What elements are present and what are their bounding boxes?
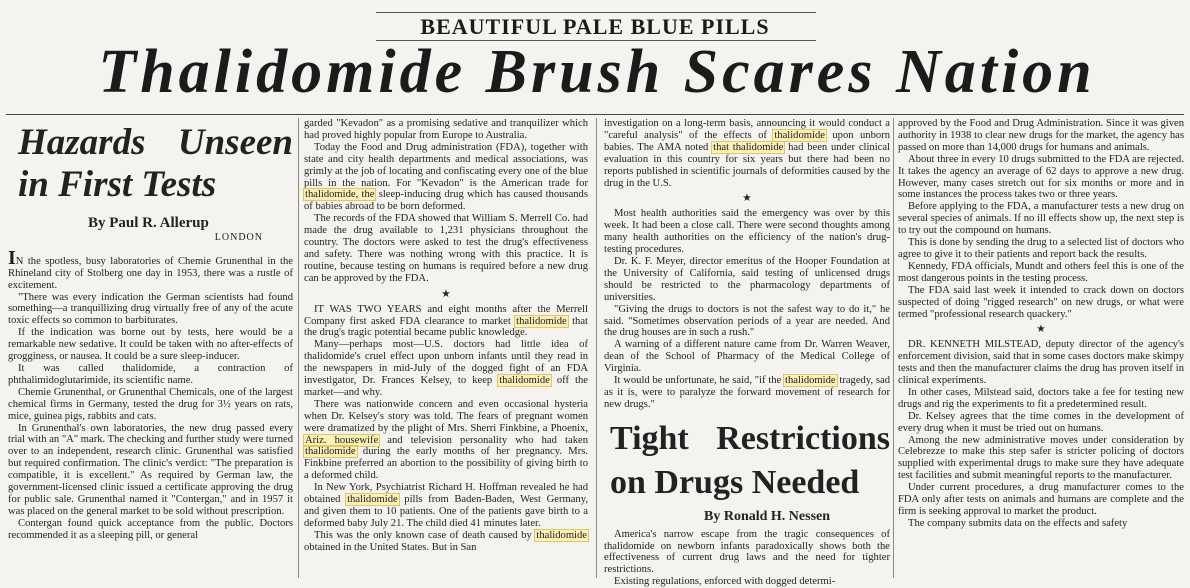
col4-paragraph: Among the new administrative moves under consideration by Celebrezze to make this step safer is stricter policing of doctors supplied with experimental drugs to make sure they have adequate test facilities and submit meaningful reports to the manufacturer. xyxy=(898,434,1184,482)
story2-subhead: Tight Restrictions on Drugs Needed xyxy=(610,419,890,501)
col4-paragraph: Kennedy, FDA officials, Mundt and others feel this is one of the most dangerous points in the testing process. xyxy=(898,260,1184,284)
highlight: thalidomide xyxy=(347,494,398,506)
col3-paragraph: Dr. K. F. Meyer, director emeritus of the Hooper Foundation at the University of California, said testing of unlicensed drugs should be restricted to the pharmacology departments of universities. xyxy=(604,255,890,303)
story1-paragraph: "There was every indication the German scientists had found something—a tranquillizing drug virtually free of any of the acute toxic effects so common to barbiturates. xyxy=(8,291,293,327)
col4-paragraph: The FDA said last week it intended to crack down on doctors suspected of doing "rigged research" on new drugs, or what were termed "professional research quackery." xyxy=(898,284,1184,320)
col3-paragraph: It would be unfortunate, he said, "if the thalidomide tragedy, sad as it is, were to paralyze the forward movement of research for new drugs." xyxy=(604,375,890,410)
story2-byline: By Ronald H. Nessen xyxy=(704,508,831,524)
column-4 xyxy=(898,118,1184,530)
col4-paragraph: Dr. Kelsey agrees that the time comes in the development of every drug when it must be tried out on humans. xyxy=(898,410,1184,434)
headline-rule xyxy=(6,114,1184,115)
star-separator: ★ xyxy=(1036,324,1046,336)
highlight: Ariz. housewife xyxy=(305,434,379,446)
column-rule xyxy=(298,118,299,578)
col3-paragraph: "Giving the drugs to doctors is not the safest way to do it," he said. "Sometimes observation periods of a year are needed. And the drug houses are in such a rush." xyxy=(604,303,890,339)
col4-paragraph: About three in every 10 drugs submitted to the FDA are rejected. It takes the agency an average of 62 days to approve a new drug. However, many cases stretch out for six months or more and in some instances the process takes two or three years. xyxy=(898,153,1184,201)
column-1 xyxy=(8,118,293,542)
col3-paragraph: Existing regulations, enforced with dogged determi- xyxy=(614,576,836,588)
col2-paragraph: garded "Kevadon" as a promising sedative and tranquilizer which had proved highly popular from Europe to Australia. xyxy=(304,118,588,141)
col2-paragraph: This was the only known case of death caused by thalidomide obtained in the United States. But in San xyxy=(304,529,587,553)
story1-paragraph: Contergan found quick acceptance from the public. Doctors recommended it as a sleeping pill, or general xyxy=(8,517,293,541)
story1-paragraph: It was called thalidomide, a contraction of phthalimidoglutarimide, its scientific name. xyxy=(8,362,293,386)
col2-paragraph: Today the Food and Drug administration (FDA), together with state and city health departments and medical associations, was grimly at the job of locating and confiscating every one of the blue pills in the nation. For "Kevadon" is the American trade for thalidomide, the sleep-inducing drug which has caused thousands of babies abroad to be born deformed. xyxy=(304,141,588,213)
story1-byline: By Paul R. Allerup xyxy=(88,215,209,231)
col4-paragraph: Before applying to the FDA, a manufacturer tests a new drug on several species of animals. If no ill effects show up, the next step is to try out the compound on humans. xyxy=(898,201,1184,237)
headline: Thalidomide Brush Scares Nation xyxy=(98,38,1096,106)
col4-paragraph: DR. KENNETH MILSTEAD, deputy director of the agency's enforcement division, said that in some cases doctors make skimpy tests and then the manufacturer claims the drug has proven itself in clinical experiments. xyxy=(898,339,1184,387)
col3-paragraph: A warning of a different nature came from Dr. Warren Weaver, dean of the School of Pharmacy of the Medical College of Virginia. xyxy=(604,339,890,375)
highlight: that thalidomide xyxy=(713,141,784,153)
col2-paragraph: Many—perhaps most—U.S. doctors had little idea of thalidomide's cruel effect upon unborn infants until they read in the newspapers in mid-July of the dogged fight of an FDA investigator, Dr. Frances Kelsey, to keep thalidomide off the market—and why. xyxy=(304,339,588,398)
star-separator: ★ xyxy=(441,288,451,300)
col2-paragraph: IT WAS TWO YEARS and eight months after the Merrell Company first asked FDA clearance to market thalidomide that the drug's tragic potential became public knowledge. xyxy=(304,303,588,339)
col2-paragraph: In New York, Psychiatrist Richard H. Hoffman revealed he had obtained thalidomide pills from Baden-Baden, West Germany, and given them to 10 patients. One of the patients gave birth to a deformed baby July 21. The child died 41 minutes later. xyxy=(304,482,588,529)
highlight: thalidomide xyxy=(785,375,836,387)
column-rule xyxy=(893,118,894,578)
column-rule xyxy=(596,118,597,578)
kicker: BEAUTIFUL PALE BLUE PILLS xyxy=(420,14,770,39)
col3-paragraph: Most health authorities said the emergency was over by this week. It had been a close call. There were second thoughts among many health authorities on the efficiency of the nation's drug-testing procedures. xyxy=(604,208,890,256)
col2-paragraph: There was nationwide concern and even occasional hysteria when Dr. Kelsey's story was told. The fears of pregnant women were dramatized by the plight of Mrs. Sherri Finkbine, a Phoenix, Ariz. housewife and television personality who had taken thalidomide during the early months of her pregnancy. Mrs. Finkbine preferred an abortion to the possibility of giving birth to a deformed child. xyxy=(304,398,588,482)
kicker-rule-top xyxy=(376,12,816,13)
story1-dateline: LONDON xyxy=(214,231,263,243)
col3-paragraph: America's narrow escape from the tragic consequences of thalidomide on newborn infants paradoxically shows both the effectiveness of current drug laws and the need for tighter restrictions. xyxy=(604,528,890,576)
highlight: thalidomide xyxy=(774,129,825,141)
col4-paragraph: Under current procedures, a drug manufacturer comes to the FDA only after tests on animals and humans are complete and the firm is seeking approval to market the product. xyxy=(898,482,1184,517)
col4-paragraph: This is done by sending the drug to a selected list of doctors who agree to give it to their patients and report back the results. xyxy=(898,237,1184,260)
highlight: thalidomide xyxy=(516,315,567,327)
star-separator: ★ xyxy=(742,193,752,205)
col2-paragraph: The records of the FDA showed that William S. Merrell Co. had made the drug available to 1,231 physicians throughout the country. The doctors were asked to test the drug's effectiveness and safety. There was nothing wrong with this practice. It is routine, because testing on humans is required before a new drug can be approved by the FDA. xyxy=(304,213,588,284)
dropcap: I xyxy=(8,246,16,269)
highlight: thalidomide xyxy=(305,446,356,458)
highlight: thalidomide xyxy=(499,375,550,387)
column-3 xyxy=(604,118,890,588)
col4-paragraph: In other cases, Milstead said, doctors take a fee for testing new drugs and rig the experiments to fit a predetermined result. xyxy=(898,386,1184,410)
highlight: thalidomide, the xyxy=(305,189,375,201)
col4-paragraph: The company submits data on the effects and safety xyxy=(908,517,1128,529)
story1-paragraph: Chemie Grunenthal, or Grunenthal Chemicals, one of the largest chemical firms in Germany, tested the drug for 3½ years on rats, mice, guinea pigs, rabbits and cats. xyxy=(8,386,293,422)
highlight: thalidomide xyxy=(536,529,587,541)
story1-paragraph: If the indication was borne out by tests, here would be a remarkable new sedative. It could be taken with no after-effects of grogginess, or nausea. It could be a sure sleep-inducer. xyxy=(8,327,293,363)
col4-paragraph: approved by the Food and Drug Administration. Since it was given authority in 1938 to clear new drugs for the market, the agency has passed on more than 14,000 drugs for humans and animals. xyxy=(898,118,1184,153)
story1-paragraph: In Grunenthal's own laboratories, the new drug passed every trial with an "A" mark. The checking and further study were turned over to an independent, research clinic. Grunenthal was satisfied but required confirmation. The clinic's verdict: "The preparation is compatible, it is excellent." As required by German law, the government-licensed clinic issued a certificate approving the drug for public sale. Grunenthal named it "Contergan," and in 1957 it was placed on the general market to be sold without prescription. xyxy=(8,422,293,517)
col3-paragraph: investigation on a long-term basis, announcing it would conduct a "careful analysis" of the effects of thalidomide upon unborn babies. The AMA noted that thalidomide had been under clinical evaluation in this country for six years but there had been no reports published in scientific journals of deformities caused by the drug in the U.S. xyxy=(604,118,891,189)
story1-paragraph: IN the spotless, busy laboratories of Chemie Grunenthal in the Rhineland city of Stolberg one day in 1953, there was a rustle of excitement. xyxy=(8,246,293,291)
column-2 xyxy=(304,118,588,554)
story1-subhead: Hazards Unseen in First Tests xyxy=(18,122,293,205)
